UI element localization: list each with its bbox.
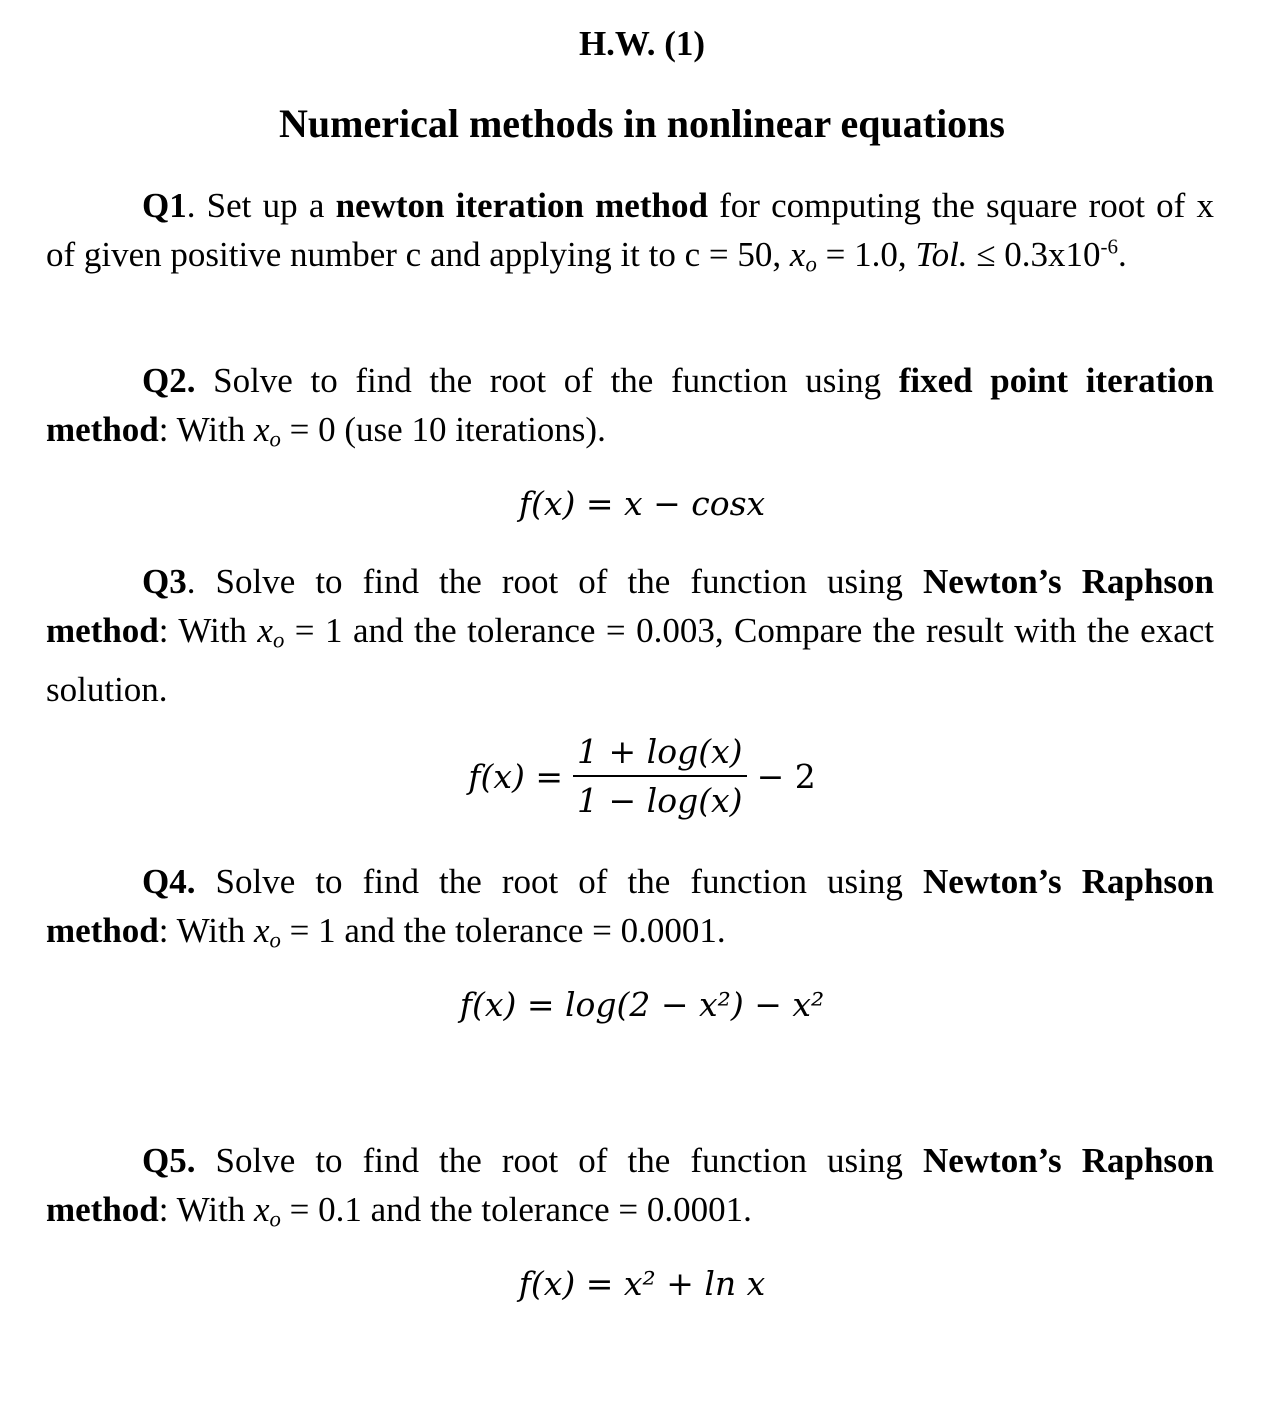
question-1 [46, 181, 1214, 289]
question-4-equation: f(x) = log(2 − x²) − x² [459, 985, 825, 1024]
equation-fraction [573, 732, 747, 820]
question-5-text: = 0.1 and the tolerance = 0.0001. [280, 1190, 752, 1229]
question-3-text: = 1 and the tolerance = 0.003, Compare the result with the exact solution. [46, 611, 1214, 709]
question-1-text: . [1118, 235, 1127, 274]
fraction-numerator: 1 + log(x) [573, 732, 747, 777]
question-1-text: ≤ 0.3x10 [967, 235, 1101, 274]
question-3-equation [0, 732, 1284, 820]
question-4-text: : With [158, 911, 254, 950]
question-5-equation: f(x) = x² + ln x [518, 1264, 766, 1303]
question-3-label: Q3 [142, 562, 187, 601]
question-4-method: Newton’s Raphson method [46, 862, 1214, 950]
question-1-method: newton iteration method [335, 186, 708, 225]
homework-title: H.W. (1) [578, 24, 706, 63]
question-4-label: Q4. [142, 862, 196, 901]
topic-title: Numerical methods in nonlinear equations [279, 101, 1005, 146]
question-5-text: Solve to find the root of the function using [195, 1141, 923, 1180]
question-2-method: fixed point iteration method [46, 361, 1214, 449]
question-3-method: Newton’s Raphson method [46, 562, 1214, 650]
question-2-text: Solve to find the root of the function using [195, 361, 899, 400]
question-5-text: : With [158, 1190, 254, 1229]
question-2-text: : With [158, 410, 254, 449]
question-4-text: Solve to find the root of the function using [195, 862, 923, 901]
question-2-text: = 0 (use 10 iterations). [280, 410, 606, 449]
question-1-text: for computing the square root of x of given positive number c and applying it to c = 50, [46, 186, 1215, 274]
question-5-label: Q5. [142, 1141, 196, 1180]
initial-guess-symbol: $x_o$ [253, 410, 281, 452]
tolerance-exponent: -6 [1100, 234, 1119, 259]
question-1-label: Q1 [142, 186, 187, 225]
question-5-method: Newton’s Raphson method [46, 1141, 1214, 1229]
question-2-label: Q2. [142, 361, 196, 400]
fraction-denominator: 1 − log(x) [577, 781, 743, 820]
question-1-text: = 1.0, [816, 235, 916, 274]
question-3-text: : With [158, 611, 258, 650]
question-5 [46, 1136, 1214, 1244]
question-3 [46, 557, 1214, 714]
equation-tail: − 2 [756, 756, 816, 796]
question-2-equation: f(x) = x − cosx [518, 484, 766, 523]
question-2 [46, 356, 1214, 464]
question-4 [46, 857, 1214, 965]
equation-lhs: f(x) = [468, 756, 564, 796]
initial-guess-symbol: $x_o$ [257, 611, 285, 653]
question-1-text: . Set up a [186, 186, 336, 225]
initial-guess-symbol: $x_o$ [253, 1190, 281, 1232]
initial-guess-symbol: $x_o$ [789, 235, 817, 277]
initial-guess-symbol: $x_o$ [253, 911, 281, 953]
tolerance-symbol: Tol. [915, 235, 968, 274]
question-3-text: . Solve to find the root of the function using [186, 562, 923, 601]
question-4-text: = 1 and the tolerance = 0.0001. [280, 911, 726, 950]
